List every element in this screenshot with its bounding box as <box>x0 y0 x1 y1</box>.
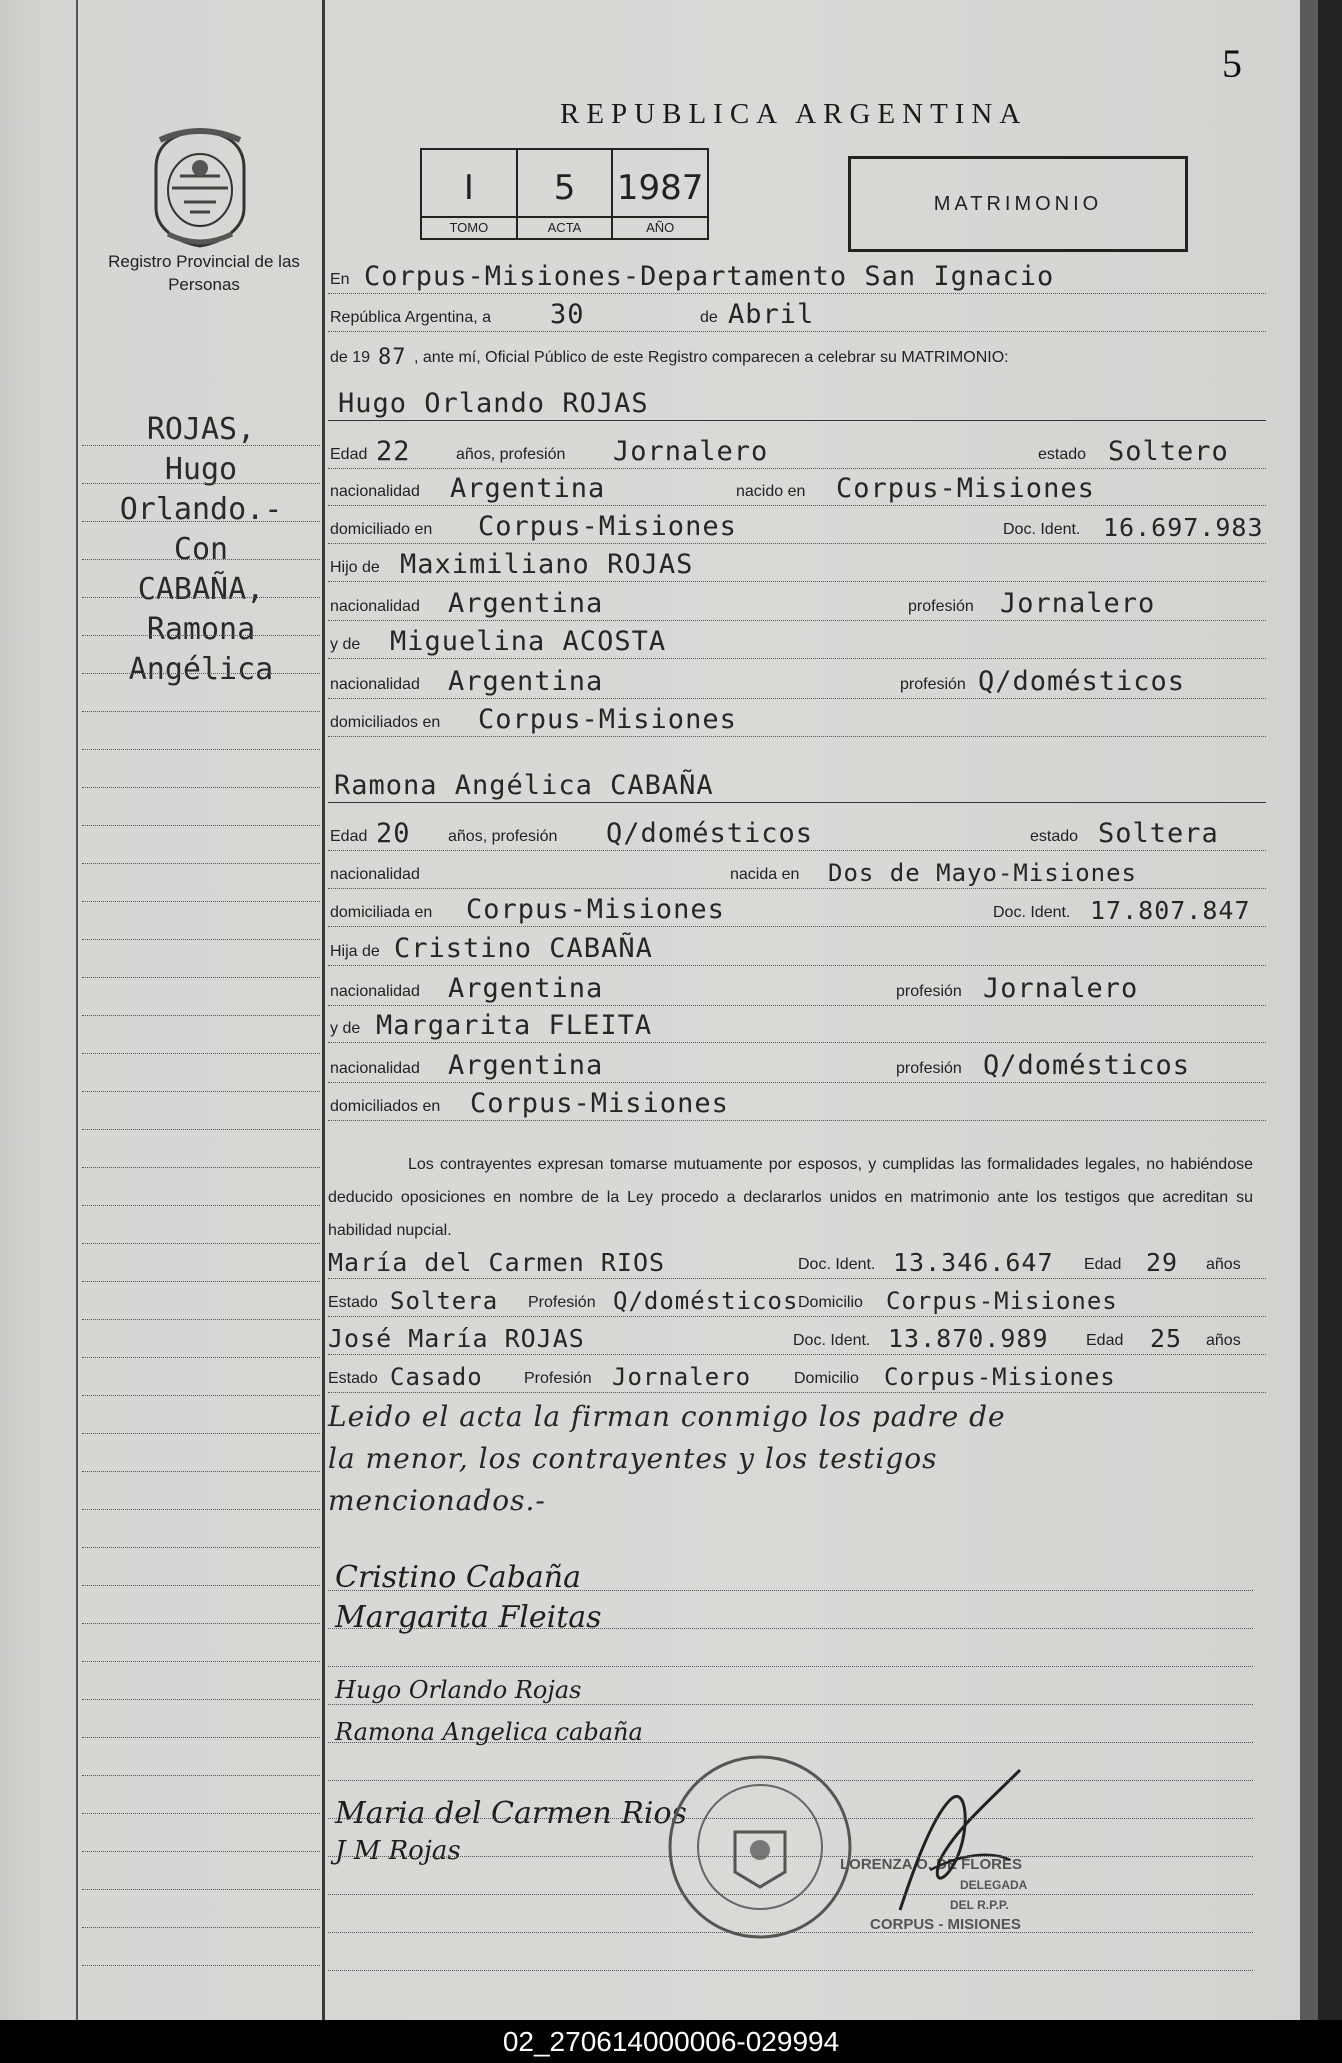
label-mother-nacionalidad: nacionalidad <box>330 676 420 693</box>
margin-note-line-2: Hugo <box>164 452 238 487</box>
row-bride-domicile <box>328 894 1266 927</box>
value-bride-father-nationality: Argentina <box>448 973 604 1004</box>
signature-bride: Ramona Angelica cabaña <box>335 1718 643 1746</box>
label-mother-profesion: profesión <box>900 676 966 693</box>
value-groom-doc: 16.697.983 <box>1103 513 1264 542</box>
signature-groom: Hugo Orlando Rojas <box>335 1676 582 1704</box>
margin-rule-line <box>82 1433 320 1434</box>
margin-rule-line <box>82 711 320 712</box>
margin-rule-line <box>82 1091 320 1092</box>
country-heading: REPUBLICA ARGENTINA <box>560 98 1028 130</box>
value-groom-mother-nationality: Argentina <box>448 666 604 697</box>
signature-rule-line <box>328 1666 1253 1667</box>
value-place: Corpus-Misiones-Departamento San Ignacio <box>364 261 1055 292</box>
label-bride-y-de: y de <box>330 1020 361 1037</box>
signature-witness2: J M Rojas <box>335 1836 461 1866</box>
value-bride-domicile: Corpus-Misiones <box>466 894 725 925</box>
label-hija-de: Hija de <box>330 943 380 960</box>
value-bride-doc: 17.807.847 <box>1090 896 1251 925</box>
label-estado: estado <box>1038 446 1087 463</box>
margin-note-line-3: Orlando.- <box>119 492 283 527</box>
value-witness2-domicile: Corpus-Misiones <box>884 1363 1116 1391</box>
value-groom-birthplace: Corpus-Misiones <box>836 473 1095 504</box>
margin-rule-line <box>82 977 320 978</box>
row-witness1-details <box>328 1288 1266 1317</box>
row-groom-name <box>328 388 1266 421</box>
value-bride-status: Soltera <box>1098 818 1219 849</box>
value-groom-mother-profession: Q/domésticos <box>978 666 1186 697</box>
margin-rule-line <box>82 1965 320 1966</box>
label-bride-anios-profesion: años, profesión <box>448 828 558 845</box>
label-domiciliada: domiciliada en <box>330 904 433 921</box>
value-year-suffix: 87 <box>378 345 407 370</box>
value-witness2-status: Casado <box>390 1363 483 1391</box>
row-date <box>328 299 1266 332</box>
row-closing-2 <box>328 1442 1266 1476</box>
tomo-caption: TOMO <box>422 216 516 238</box>
value-witness1-domicile: Corpus-Misiones <box>886 1287 1118 1315</box>
row-groom-mother <box>328 626 1266 659</box>
stamp-line-3: DEL R.P.P. <box>950 1898 1009 1912</box>
label-witness2-profesion: Profesión <box>524 1370 592 1387</box>
row-groom-father <box>328 549 1266 582</box>
row-witness1 <box>328 1250 1266 1279</box>
label-bride-edad: Edad <box>330 828 368 845</box>
row-closing-3 <box>328 1484 1266 1518</box>
document-type-box: MATRIMONIO <box>848 156 1188 252</box>
value-groom-father-profession: Jornalero <box>1000 588 1156 619</box>
margin-rule-line <box>82 1395 320 1396</box>
acta-value: 5 <box>553 168 576 208</box>
margin-rule-line <box>82 1167 320 1168</box>
value-bride-birthplace: Dos de Mayo-Misiones <box>828 859 1137 887</box>
margin-rule-left <box>76 0 78 2020</box>
label-nacida: nacida en <box>730 866 800 883</box>
label-en: En <box>330 271 350 288</box>
value-groom-parents-domicile: Corpus-Misiones <box>478 704 737 735</box>
value-groom-name: Hugo Orlando ROJAS <box>338 388 649 419</box>
label-hijo-de: Hijo de <box>330 559 380 576</box>
signature-rule-line <box>328 1628 1253 1629</box>
value-month: Abril <box>728 299 815 330</box>
official-signature-flourish <box>870 1760 1050 1930</box>
tomo-value: I <box>463 168 474 208</box>
label-bride-mother-nacionalidad: nacionalidad <box>330 1060 420 1077</box>
label-bride-estado: estado <box>1030 828 1079 845</box>
stamp-line-4: CORPUS - MISIONES <box>870 1916 1021 1933</box>
signature-rule-line <box>328 1970 1253 1971</box>
signature-bride-father: Cristino Cabaña <box>335 1560 581 1595</box>
signature-rule-line <box>328 1780 1253 1781</box>
margin-note-line-5: CABAÑA, <box>137 572 265 607</box>
value-groom-father-nationality: Argentina <box>448 588 604 619</box>
signature-witness1: Maria del Carmen Rios <box>335 1796 687 1831</box>
label-witness2-doc: Doc. Ident. <box>793 1332 871 1349</box>
label-father-nacionalidad: nacionalidad <box>330 598 420 615</box>
margin-rule-line <box>82 597 320 598</box>
value-bride-mother-nationality: Argentina <box>448 1050 604 1081</box>
label-edad: Edad <box>330 446 368 463</box>
value-witness1-doc: 13.346.647 <box>893 1248 1054 1277</box>
label-witness1-domicilio: Domicilio <box>798 1294 863 1311</box>
label-comparecen: , ante mí, Oficial Público de este Registro comparecen a celebrar su MATRIMONIO: <box>414 349 1009 366</box>
margin-rule-line <box>82 1243 320 1244</box>
label-witness1-profesion: Profesión <box>528 1294 596 1311</box>
margin-note <box>86 410 316 690</box>
label-domiciliados: domiciliados en <box>330 714 441 731</box>
label-bride-domiciliados: domiciliados en <box>330 1098 441 1115</box>
label-witness1-edad: Edad <box>1084 1256 1122 1273</box>
row-groom-nationality <box>328 473 1266 506</box>
label-witness2-anios: años <box>1206 1332 1241 1349</box>
value-groom-mother: Miguelina ACOSTA <box>390 626 667 657</box>
row-groom-domicile <box>328 511 1266 544</box>
value-bride-profession: Q/domésticos <box>606 818 814 849</box>
margin-rule-line <box>82 1623 320 1624</box>
label-domiciliado: domiciliado en <box>330 521 433 538</box>
value-bride-mother-profession: Q/domésticos <box>983 1050 1191 1081</box>
margin-rule-line <box>82 445 320 446</box>
margin-note-line-4: Con <box>173 532 229 567</box>
margin-rule-line <box>82 901 320 902</box>
value-bride-father: Cristino CABAÑA <box>394 933 653 964</box>
anio-cell <box>613 150 707 238</box>
value-witness2-age: 25 <box>1150 1324 1183 1353</box>
anio-caption: AÑO <box>613 216 707 238</box>
margin-note-line-7: Angélica <box>128 652 274 687</box>
row-bride-age <box>328 818 1266 851</box>
scan-footer-id: 02_270614000006-029994 <box>0 2020 1342 2063</box>
value-witness1-age: 29 <box>1146 1248 1179 1277</box>
label-bride-father-nacionalidad: nacionalidad <box>330 983 420 1000</box>
registry-seal-icon <box>150 128 250 248</box>
closing-line-2: la menor, los contrayentes y los testigos <box>328 1442 938 1475</box>
margin-rule-line <box>82 1585 320 1586</box>
declaration-text: Los contrayentes expresan tomarse mutuamente por esposos, y cumplidas las formalidades legales, no habiéndose deducido oposiciones en nombre de la Ley procedo a declararlos unidos en matrimonio ante los testigos que acreditan su habilidad nupcial. <box>328 1156 1253 1239</box>
margin-rule-line <box>82 749 320 750</box>
margin-rule-line <box>82 635 320 636</box>
margin-rule-line <box>82 483 320 484</box>
label-witness2-edad: Edad <box>1086 1332 1124 1349</box>
margin-rule-line <box>82 521 320 522</box>
signature-rule-line <box>328 1742 1253 1743</box>
row-bride-nationality <box>328 860 1266 889</box>
value-day: 30 <box>550 299 585 330</box>
label-witness1-anios: años <box>1206 1256 1241 1273</box>
acta-caption: ACTA <box>518 216 612 238</box>
page-edge <box>1300 0 1318 2020</box>
value-witness2-profession: Jornalero <box>612 1363 752 1391</box>
margin-rule-line <box>82 1053 320 1054</box>
signature-rule-line <box>328 1590 1253 1591</box>
row-year <box>328 343 1266 371</box>
value-witness1-profession: Q/domésticos <box>613 1287 799 1315</box>
margin-rule-line <box>82 1319 320 1320</box>
margin-rule-line <box>82 1281 320 1282</box>
page-number: 5 <box>1222 41 1242 86</box>
value-groom-age: 22 <box>376 436 411 467</box>
value-witness1-name: María del Carmen RIOS <box>328 1248 666 1277</box>
value-bride-mother: Margarita FLEITA <box>376 1010 653 1041</box>
margin-rule-line <box>82 1547 320 1548</box>
margin-rule-line <box>82 1889 320 1890</box>
margin-rule-line <box>82 1927 320 1928</box>
margin-rule-line <box>82 825 320 826</box>
signature-rule-line <box>328 1856 1253 1857</box>
value-witness1-status: Soltera <box>390 1287 499 1315</box>
row-groom-mother-nationality <box>328 666 1266 699</box>
signature-rule-line <box>328 1704 1253 1705</box>
value-bride-parents-domicile: Corpus-Misiones <box>470 1088 729 1119</box>
value-witness2-name: José María ROJAS <box>328 1324 585 1353</box>
closing-line-3: mencionados.- <box>328 1484 546 1517</box>
label-witness1-estado: Estado <box>328 1294 378 1311</box>
row-groom-parents-domicile <box>328 704 1266 737</box>
margin-rule-line <box>82 1699 320 1700</box>
label-witness2-domicilio: Domicilio <box>794 1370 859 1387</box>
label-father-profesion: profesión <box>908 598 974 615</box>
signature-rule-line <box>328 1932 1253 1933</box>
label-witness1-doc: Doc. Ident. <box>798 1256 876 1273</box>
margin-rule-line <box>82 1775 320 1776</box>
row-bride-name <box>328 770 1266 803</box>
margin-rule-line <box>82 1737 320 1738</box>
closing-line-1: Leido el acta la firman conmigo los padre de <box>328 1400 1006 1433</box>
value-bride-age: 20 <box>376 818 411 849</box>
margin-note-line-1: ROJAS, <box>146 412 256 447</box>
row-bride-parents-domicile <box>328 1088 1266 1121</box>
stamp-line-1: LORENZA O. DE FLORES <box>840 1856 1022 1873</box>
margin-rule-right <box>322 0 325 2020</box>
label-bride-nacionalidad: nacionalidad <box>330 866 420 883</box>
margin-rule-line <box>82 1205 320 1206</box>
label-year-prefix: de 19 <box>330 349 371 366</box>
signature-rule-line <box>328 1818 1253 1819</box>
margin-note-line-6: Ramona <box>146 612 256 647</box>
row-closing-1 <box>328 1400 1266 1434</box>
tomo-cell <box>422 150 518 238</box>
margin-rule-line <box>82 1129 320 1130</box>
value-groom-father: Maximiliano ROJAS <box>400 549 694 580</box>
label-nacido: nacido en <box>736 483 806 500</box>
margin-rule-line <box>82 939 320 940</box>
margin-rule-line <box>82 1509 320 1510</box>
label-anios-profesion: años, profesión <box>456 446 566 463</box>
margin-rule-line <box>82 787 320 788</box>
value-bride-name: Ramona Angélica CABAÑA <box>334 770 714 801</box>
margin-rule-line <box>82 1661 320 1662</box>
label-republica: República Argentina, a <box>330 309 491 326</box>
signature-rule-line <box>328 1894 1253 1895</box>
row-bride-mother-nationality <box>328 1050 1266 1083</box>
margin-rule-line <box>82 1357 320 1358</box>
row-witness2-details <box>328 1364 1266 1393</box>
value-witness2-doc: 13.870.989 <box>888 1324 1049 1353</box>
margin-rule-line <box>82 673 320 674</box>
record-identifier-box <box>420 148 709 240</box>
row-groom-father-nationality <box>328 588 1266 621</box>
value-groom-status: Soltero <box>1108 436 1229 467</box>
row-witness2 <box>328 1326 1266 1355</box>
label-bride-mother-profesion: profesión <box>896 1060 962 1077</box>
margin-rule-line <box>82 1813 320 1814</box>
row-place <box>328 261 1266 294</box>
anio-value: 1987 <box>616 168 704 208</box>
label-nacionalidad: nacionalidad <box>330 483 420 500</box>
value-bride-father-profession: Jornalero <box>983 973 1139 1004</box>
row-bride-father <box>328 933 1266 966</box>
margin-rule-line <box>82 1015 320 1016</box>
margin-rule-line <box>82 863 320 864</box>
label-y-de: y de <box>330 636 361 653</box>
label-witness2-estado: Estado <box>328 1370 378 1387</box>
registry-label: Registro Provincial de las Personas <box>108 252 300 294</box>
label-doc: Doc. Ident. <box>1003 521 1081 538</box>
acta-cell <box>518 150 614 238</box>
signature-bride-mother: Margarita Fleitas <box>335 1600 602 1635</box>
value-groom-profession: Jornalero <box>613 436 769 467</box>
label-bride-doc: Doc. Ident. <box>993 904 1071 921</box>
value-groom-domicile: Corpus-Misiones <box>478 511 737 542</box>
row-bride-mother <box>328 1010 1266 1043</box>
margin-rule-line <box>82 1471 320 1472</box>
label-de: de <box>700 309 718 326</box>
margin-rule-line <box>82 1851 320 1852</box>
stamp-line-2: DELEGADA <box>960 1878 1028 1892</box>
margin-rule-line <box>82 559 320 560</box>
row-groom-age <box>328 436 1266 469</box>
row-bride-father-nationality <box>328 973 1266 1006</box>
value-groom-nationality: Argentina <box>450 473 606 504</box>
label-bride-father-profesion: profesión <box>896 983 962 1000</box>
